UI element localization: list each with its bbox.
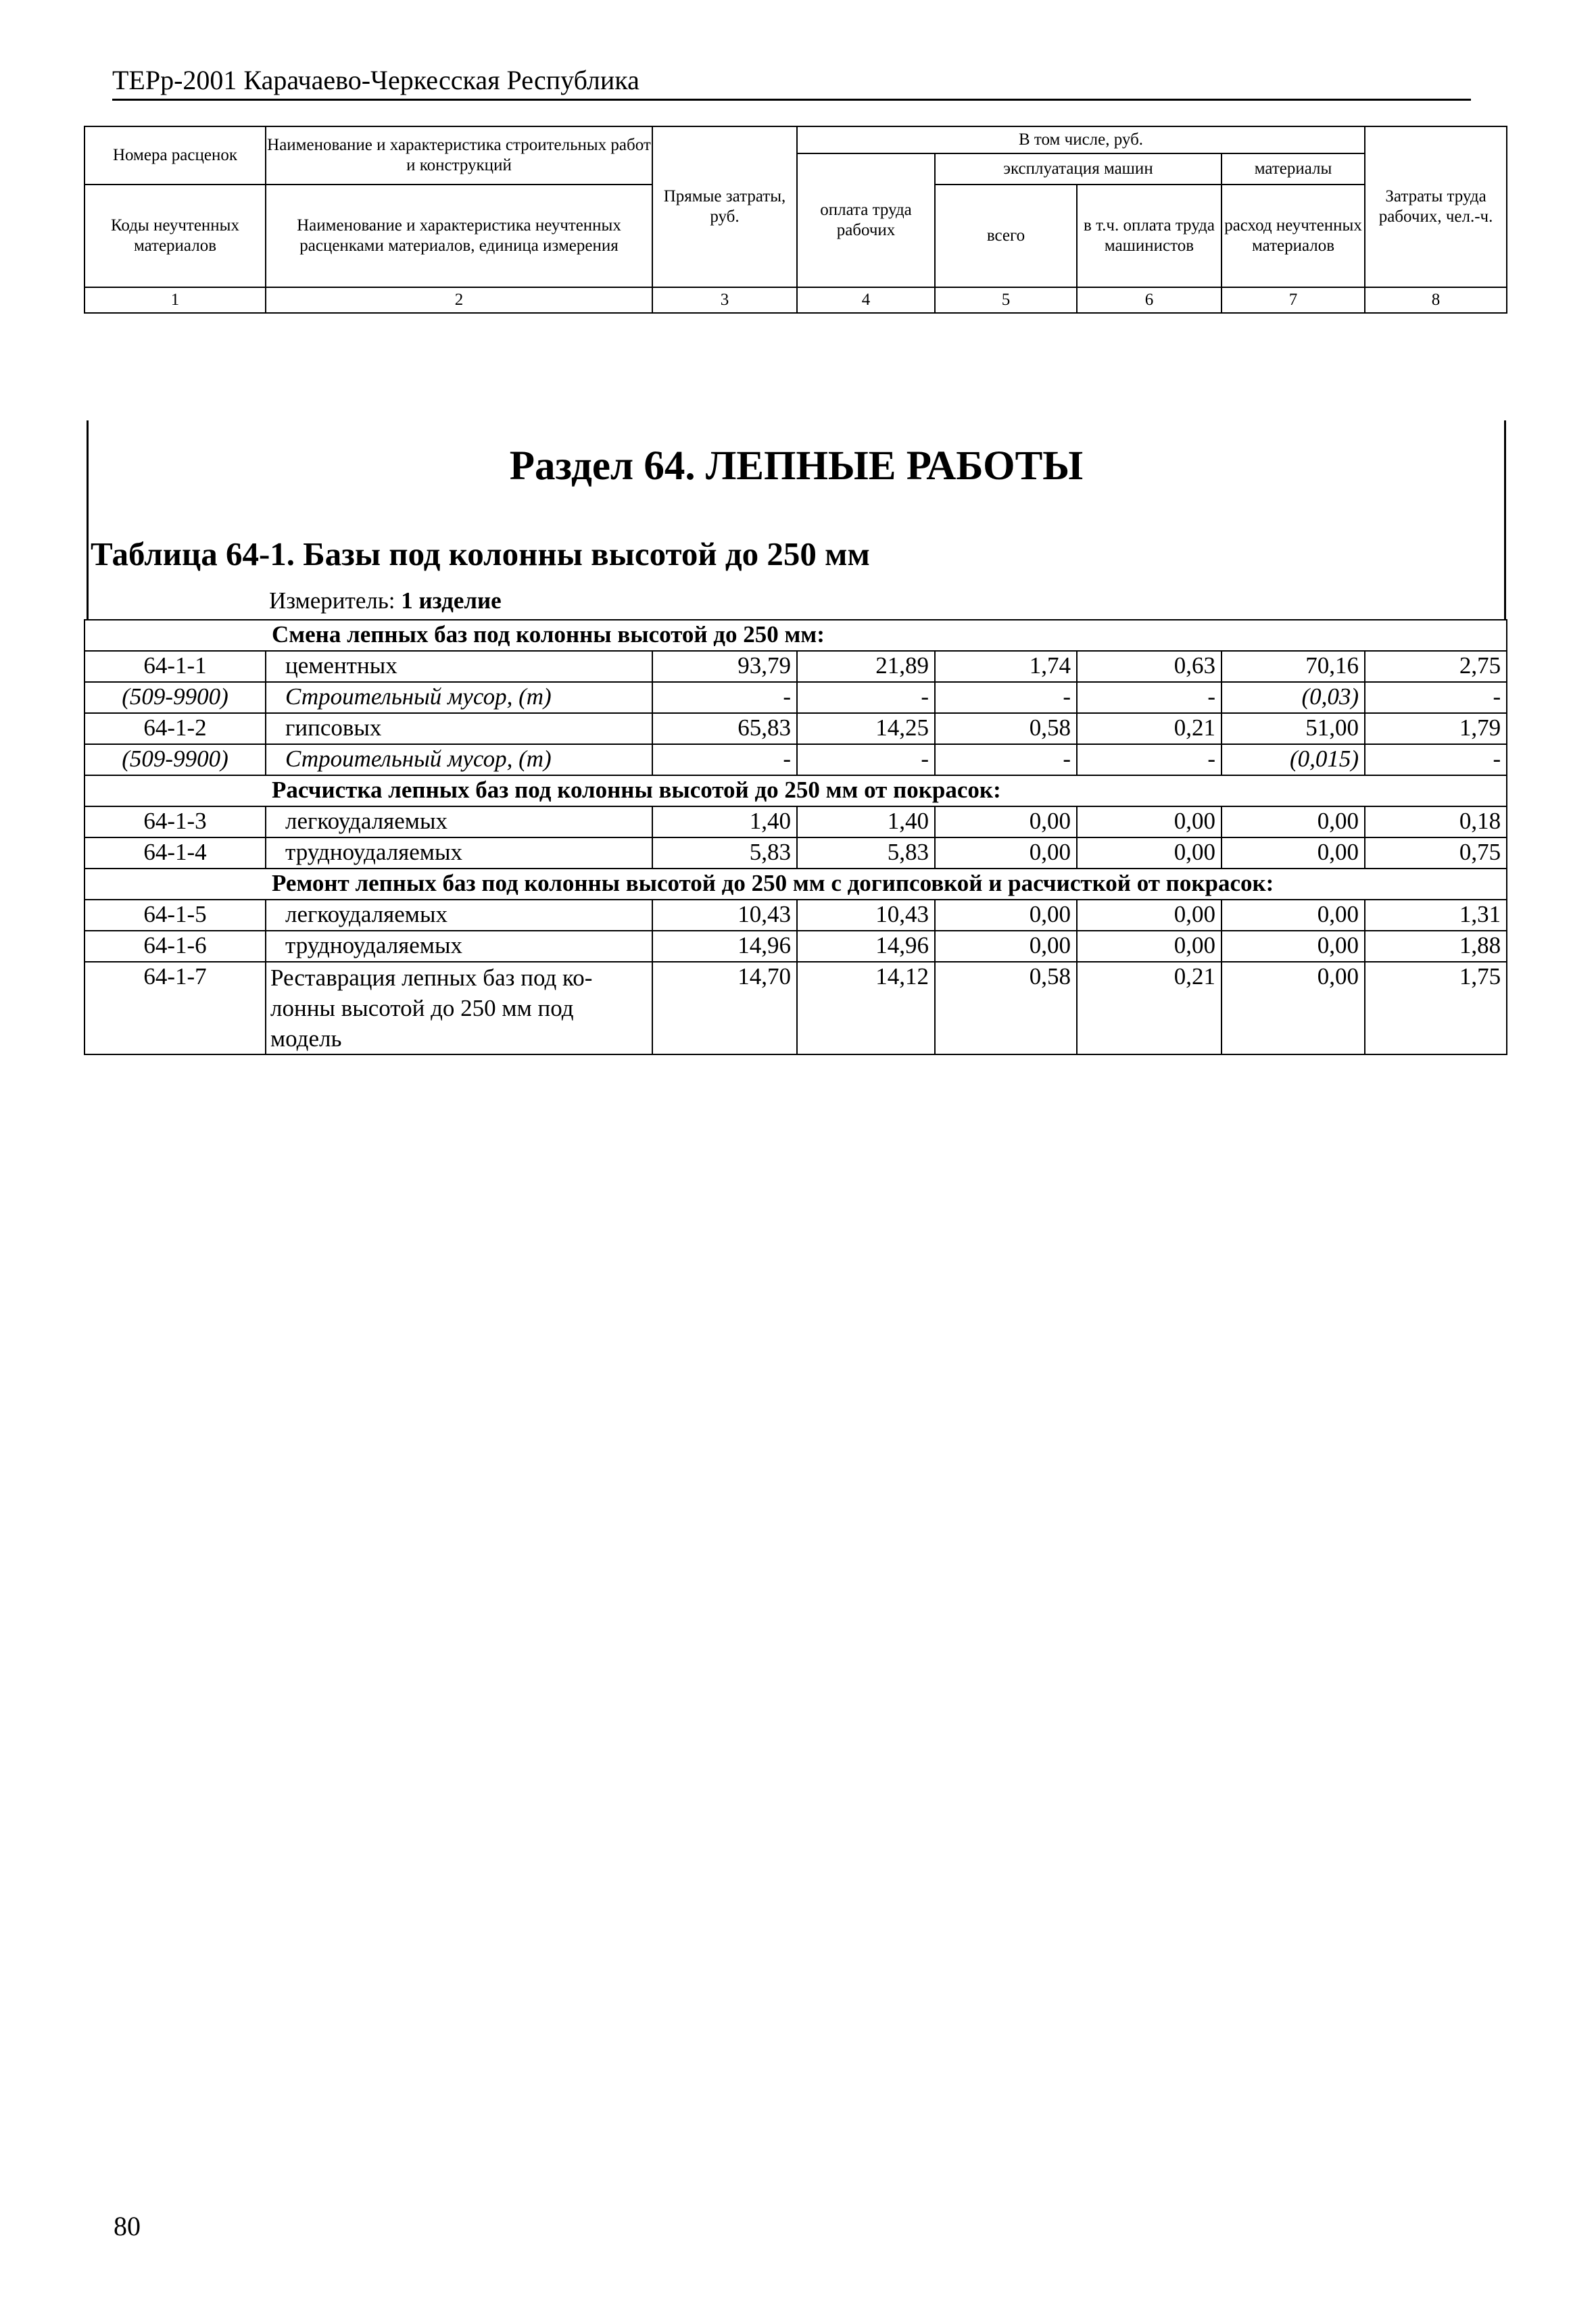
column-number: 5 [935, 287, 1077, 313]
labor-hours: 1,88 [1365, 931, 1507, 962]
material-name: Строительный мусор, (т) [266, 682, 652, 713]
group-heading: Смена лепных баз под колонны высотой до 250 мм: [84, 620, 1507, 651]
worker-pay: 14,25 [797, 713, 935, 744]
labor-hours: 2,75 [1365, 651, 1507, 682]
header-rate-numbers: Номера расценок [84, 126, 266, 185]
operator-pay: 0,00 [1077, 900, 1222, 931]
operator-pay: 0,21 [1077, 713, 1222, 744]
machines-total: 1,74 [935, 651, 1077, 682]
labor-hours: - [1365, 682, 1507, 713]
materials-cost: 0,00 [1222, 962, 1365, 1054]
labor-hours: 0,18 [1365, 806, 1507, 837]
header-direct-costs: Прямые затраты, руб. [652, 126, 797, 287]
material-code: (509-9900) [84, 744, 266, 775]
direct-cost: 65,83 [652, 713, 797, 744]
direct-cost: - [652, 744, 797, 775]
table-row [84, 651, 1507, 682]
column-number: 6 [1077, 287, 1222, 313]
direct-cost: 14,96 [652, 931, 797, 962]
group-heading: Ремонт лепных баз под колонны высотой до 250 мм с догипсовкой и расчисткой от покрасок: [84, 869, 1507, 900]
labor-hours: 0,75 [1365, 837, 1507, 869]
worker-pay: - [797, 744, 935, 775]
machines-total: 0,00 [935, 837, 1077, 869]
operator-pay: 0,00 [1077, 837, 1222, 869]
materials-cost: 0,00 [1222, 900, 1365, 931]
machines-total: - [935, 744, 1077, 775]
labor-hours: - [1365, 744, 1507, 775]
table-row [84, 900, 1507, 931]
table-row [84, 962, 1507, 1054]
labor-hours: 1,79 [1365, 713, 1507, 744]
header-worker-pay: оплата труда рабочих [797, 153, 935, 287]
work-name-line: модель [270, 1025, 342, 1052]
header-labor-hours: Затраты труда рабочих, чел.-ч. [1365, 126, 1507, 287]
column-header-table [84, 126, 1507, 314]
material-name: Строительный мусор, (т) [266, 744, 652, 775]
work-name: гипсовых [266, 713, 652, 744]
machines-total: 0,00 [935, 806, 1077, 837]
group-heading: Расчистка лепных баз под колонны высотой до 250 мм от покрасок: [84, 775, 1507, 806]
labor-hours: 1,31 [1365, 900, 1507, 931]
column-number: 8 [1365, 287, 1507, 313]
measure-value: 1 изделие [401, 587, 502, 614]
direct-cost: - [652, 682, 797, 713]
rate-code: 64-1-2 [84, 713, 266, 744]
rate-code: 64-1-3 [84, 806, 266, 837]
header-rule [112, 99, 1471, 101]
materials-cost: 51,00 [1222, 713, 1365, 744]
rate-code: 64-1-6 [84, 931, 266, 962]
machines-total: 0,00 [935, 900, 1077, 931]
rate-code: 64-1-7 [84, 962, 266, 1054]
header-unaccounted-materials: расход неучтенных материалов [1222, 185, 1365, 287]
worker-pay: 10,43 [797, 900, 935, 931]
work-name: легкоудаляемых [266, 900, 652, 931]
worker-pay: 1,40 [797, 806, 935, 837]
machines-total: 0,58 [935, 713, 1077, 744]
header-materials: материалы [1222, 153, 1365, 185]
work-name: трудноудаляемых [266, 931, 652, 962]
work-name-line: лонны высотой до 250 мм под [270, 995, 574, 1021]
table-row [84, 931, 1507, 962]
column-number: 2 [266, 287, 652, 313]
materials-cost: 0,00 [1222, 806, 1365, 837]
operator-pay: 0,00 [1077, 931, 1222, 962]
worker-pay: 14,96 [797, 931, 935, 962]
table-title: Таблица 64-1. Базы под колонны высотой до 250 мм [91, 535, 870, 572]
table-row [84, 744, 1507, 775]
worker-pay: 14,12 [797, 962, 935, 1054]
materials-consumption: (0,015) [1222, 744, 1365, 775]
direct-cost: 5,83 [652, 837, 797, 869]
machines-total: 0,00 [935, 931, 1077, 962]
work-name: цементных [266, 651, 652, 682]
table-row [84, 806, 1507, 837]
direct-cost: 10,43 [652, 900, 797, 931]
header-machines-total: всего [935, 185, 1077, 287]
operator-pay: - [1077, 744, 1222, 775]
rate-code: 64-1-1 [84, 651, 266, 682]
labor-hours: 1,75 [1365, 962, 1507, 1054]
direct-cost: 1,40 [652, 806, 797, 837]
work-name-line: Реставрация лепных баз под ко- [270, 965, 593, 991]
measure-label: Измеритель: [269, 587, 395, 614]
running-header: ТЕРр-2001 Карачаево-Черкесская Республика [112, 65, 639, 95]
worker-pay: - [797, 682, 935, 713]
materials-cost: 0,00 [1222, 931, 1365, 962]
work-name: легкоудаляемых [266, 806, 652, 837]
page-number: 80 [114, 2211, 141, 2241]
section-title: Раздел 64. ЛЕПНЫЕ РАБОТЫ [509, 443, 1084, 489]
operator-pay: 0,00 [1077, 806, 1222, 837]
direct-cost: 93,79 [652, 651, 797, 682]
header-operator-pay: в т.ч. оплата труда машинистов [1077, 185, 1222, 287]
header-machine-operation: эксплуатация машин [935, 153, 1222, 185]
operator-pay: - [1077, 682, 1222, 713]
header-including: В том числе, руб. [797, 126, 1365, 153]
worker-pay: 5,83 [797, 837, 935, 869]
header-material-codes: Коды неучтенных материалов [84, 185, 266, 287]
work-name: трудноудаляемых [266, 837, 652, 869]
rates-table [84, 619, 1507, 1055]
column-number: 7 [1222, 287, 1365, 313]
material-code: (509-9900) [84, 682, 266, 713]
table-row [84, 713, 1507, 744]
column-number: 3 [652, 287, 797, 313]
header-work-name: Наименование и характеристика строительных работ и конструкций [266, 126, 652, 185]
machines-total: - [935, 682, 1077, 713]
rate-code: 64-1-4 [84, 837, 266, 869]
materials-cost: 0,00 [1222, 837, 1365, 869]
table-row [84, 837, 1507, 869]
rate-code: 64-1-5 [84, 900, 266, 931]
header-material-name: Наименование и характеристика неучтенных расценками материалов, единица измерения [266, 185, 652, 287]
work-name [266, 962, 652, 1054]
materials-cost: 70,16 [1222, 651, 1365, 682]
materials-consumption: (0,03) [1222, 682, 1365, 713]
operator-pay: 0,21 [1077, 962, 1222, 1054]
operator-pay: 0,63 [1077, 651, 1222, 682]
measure-line [269, 587, 502, 615]
direct-cost: 14,70 [652, 962, 797, 1054]
machines-total: 0,58 [935, 962, 1077, 1054]
column-number: 1 [84, 287, 266, 313]
table-row [84, 682, 1507, 713]
worker-pay: 21,89 [797, 651, 935, 682]
column-number: 4 [797, 287, 935, 313]
